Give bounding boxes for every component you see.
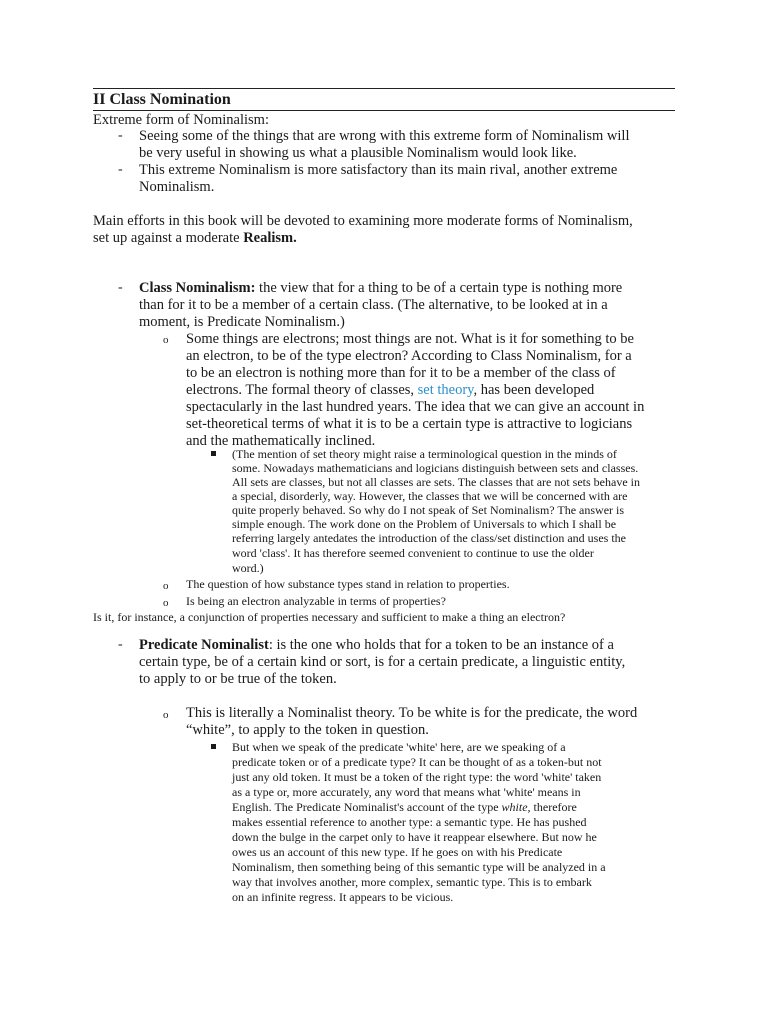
conjunction-question: Is it, for instance, a conjunction of properties necessary and sufficient to make a thing an electron? bbox=[93, 610, 566, 624]
electron-para-line-6: set-theoretical terms of what it is to be a certain type is attractive to logicians bbox=[186, 416, 633, 432]
white-note-line-2: predicate token or of a predicate type? It can be thought of as a token-but not bbox=[232, 755, 602, 769]
dash-bullet: - bbox=[118, 637, 123, 652]
set-theory-note-line-6: simple enough. The work done on the Problem of Universals to which I shall be bbox=[232, 517, 617, 531]
class-nominalism-line-2: than for it to be a member of a certain class. (The alternative, to be looked at in a bbox=[139, 297, 608, 313]
predicate-nominalist-line-2: certain type, be of a certain kind or sort, is for a certain predicate, a linguistic entity, bbox=[139, 654, 626, 670]
circle-bullet: o bbox=[163, 597, 169, 609]
intro-bullet-1-line-1: Seeing some of the things that are wrong with this extreme form of Nominalism will bbox=[139, 128, 630, 144]
section-heading: II Class Nomination bbox=[93, 91, 231, 108]
class-nominalism-line-3: moment, is Predicate Nominalism.) bbox=[139, 314, 345, 330]
set-theory-link[interactable]: set theory bbox=[417, 382, 474, 398]
set-theory-note-line-4: a special, disorderly, way. However, the classes that we will be concerned with are bbox=[232, 489, 628, 503]
intro-bullet-2-line-2: Nominalism. bbox=[139, 179, 215, 195]
set-theory-note-line-2: some. Nowadays mathematicians and logicians distinguish between sets and classes. bbox=[232, 461, 639, 475]
electron-para-line-1: Some things are electrons; most things are not. What is it for something to be bbox=[186, 331, 634, 347]
circle-bullet: o bbox=[163, 580, 169, 592]
electron-para-line-5: spectacularly in the last hundred years. The idea that we can give an account in bbox=[186, 399, 645, 415]
electron-para-line-3: to be an electron is nothing more than for it to be a member of the class of bbox=[186, 365, 616, 381]
intro-bullet-2-line-1: This extreme Nominalism is more satisfactory than its main rival, another extreme bbox=[139, 162, 618, 178]
set-theory-note-line-3: All sets are classes, but not all classes are sets. The classes that are not sets behave in bbox=[232, 475, 640, 489]
set-theory-note-line-9: word.) bbox=[232, 561, 264, 575]
intro-bullet-1-line-2: be very useful in showing us what a plausible Nominalism would look like. bbox=[139, 145, 577, 161]
set-theory-note-line-7: referring largely antedates the introduction of the class/set distinction and uses the bbox=[232, 531, 626, 545]
white-note-line-6: makes essential reference to another type: a semantic type. He has pushed bbox=[232, 815, 587, 829]
white-note-line-9: Nominalism, then something being of this semantic type will be analyzed in a bbox=[232, 860, 606, 874]
electron-para-line-7: and the mathematically inclined. bbox=[186, 433, 376, 449]
top-rule bbox=[93, 88, 675, 89]
literal-theory-line-2: “white”, to apply to the token in question. bbox=[186, 722, 429, 738]
circle-bullet: o bbox=[163, 709, 169, 721]
set-theory-note-line-5: quite properly behaved. So why do I not speak of Set Nominalism? The answer is bbox=[232, 503, 625, 517]
square-bullet bbox=[211, 451, 216, 456]
heading-rule bbox=[93, 110, 675, 111]
question-2: Is being an electron analyzable in terms of properties? bbox=[186, 594, 446, 608]
white-note-line-4: as a type or, more accurately, any word that means what 'white' means in bbox=[232, 785, 581, 799]
white-note-line-1: But when we speak of the predicate 'white' here, are we speaking of a bbox=[232, 740, 566, 754]
white-note-line-11: on an infinite regress. It appears to be vicious. bbox=[232, 890, 454, 904]
white-note-line-3: just any old token. It must be a token of the right type: the word 'white' taken bbox=[232, 770, 602, 784]
dash-bullet: - bbox=[118, 128, 123, 143]
white-note-line-10: way that involves another, more complex, semantic type. This is to embark bbox=[232, 875, 592, 889]
circle-bullet: o bbox=[163, 334, 169, 346]
square-bullet bbox=[211, 744, 216, 749]
white-note-line-8: owes us an account of this new type. If he goes on with his Predicate bbox=[232, 845, 563, 859]
main-efforts-line-1: Main efforts in this book will be devoted to examining more moderate forms of Nominalism, bbox=[93, 213, 633, 229]
white-note-line-7: down the bulge in the carpet only to have it reappear elsewhere. But now he bbox=[232, 830, 597, 844]
set-theory-note-line-8: word 'class'. It has therefore seemed convenient to continue to use the older bbox=[232, 546, 594, 560]
main-efforts-line-2: set up against a moderate Realism. bbox=[93, 230, 297, 246]
white-note-line-5: English. The Predicate Nominalist's account of the type white, therefore bbox=[232, 800, 577, 814]
predicate-nominalist-line-3: to apply to or be true of the token. bbox=[139, 671, 337, 687]
predicate-nominalist-line-1: Predicate Nominalist: is the one who holds that for a token to be an instance of a bbox=[139, 637, 614, 653]
intro-line: Extreme form of Nominalism: bbox=[93, 112, 269, 128]
electron-para-line-4: electrons. The formal theory of classes, set theory, has been developed bbox=[186, 382, 595, 398]
class-nominalism-line-1: Class Nominalism: the view that for a thing to be of a certain type is nothing more bbox=[139, 280, 623, 296]
set-theory-note-line-1: (The mention of set theory might raise a terminological question in the minds of bbox=[232, 447, 617, 461]
question-1: The question of how substance types stand in relation to properties. bbox=[186, 577, 510, 591]
literal-theory-line-1: This is literally a Nominalist theory. To be white is for the predicate, the word bbox=[186, 705, 638, 721]
electron-para-line-2: an electron, to be of the type electron? According to Class Nominalism, for a bbox=[186, 348, 632, 364]
dash-bullet: - bbox=[118, 280, 123, 295]
dash-bullet: - bbox=[118, 162, 123, 177]
